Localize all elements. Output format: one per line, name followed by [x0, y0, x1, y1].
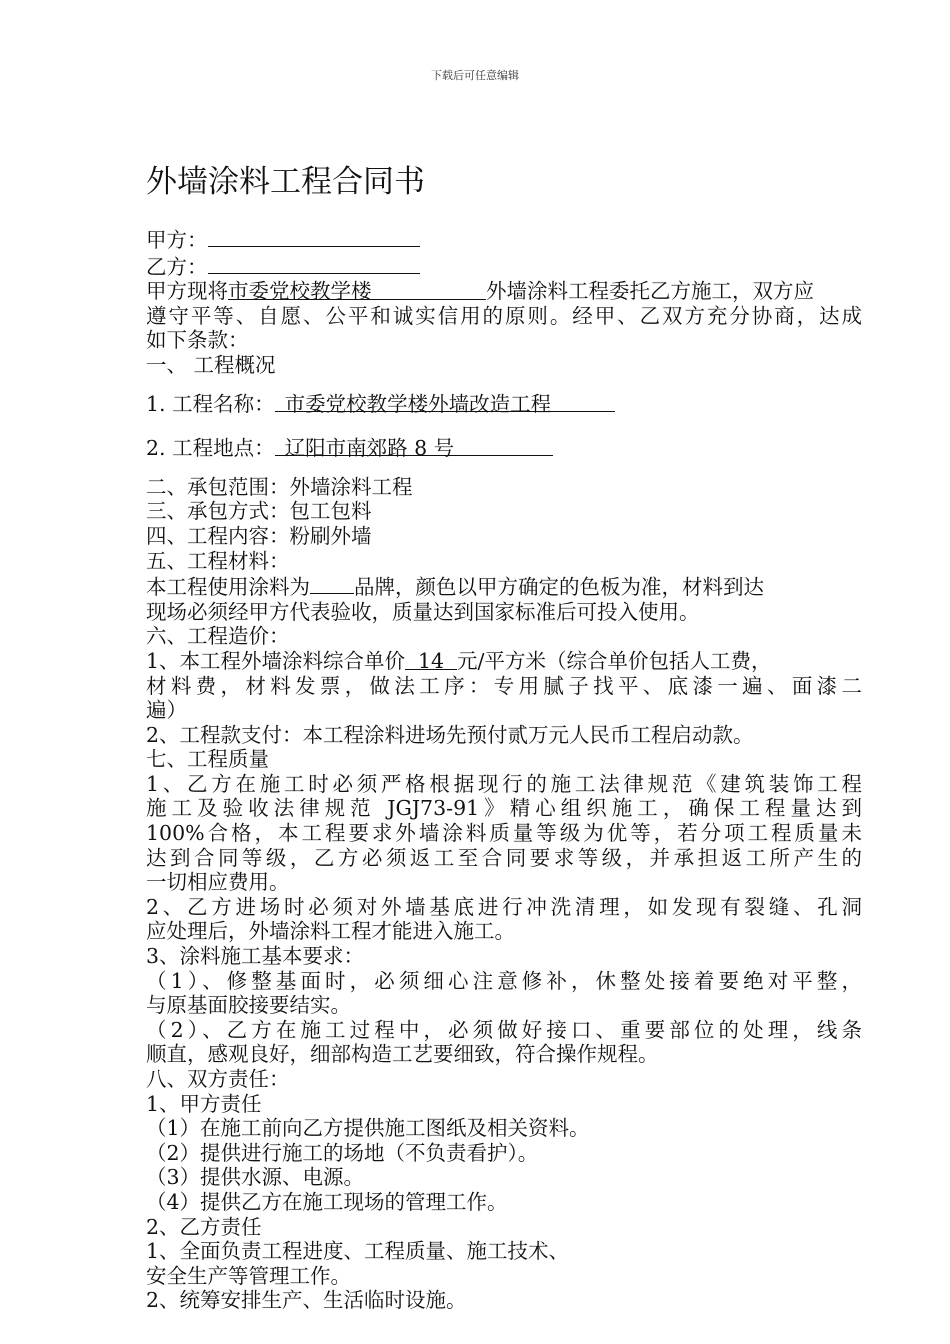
section-3-line: 三、承包方式：包工包料 — [146, 499, 372, 524]
section-5-heading: 五、工程材料： — [146, 548, 290, 573]
party-a-duties-heading: 1、甲方责任 — [146, 1091, 262, 1116]
requirement-2-line: （2）、乙方在施工过程中，必须做好接口、重要部位的处理，线条 — [146, 1017, 862, 1042]
party-b-duty-item: 安全生产等管理工作。 — [146, 1263, 351, 1288]
price-line-2: 材料费，材料发票，做法工序：专用腻子找平、底漆一遍、面漆二 — [146, 673, 862, 698]
project-field: 市委党校教学楼 — [228, 279, 486, 300]
quality-p1-line: 施工及验收法律规范 JGJ73-91》精心组织施工，确保工程量达到 — [146, 796, 862, 821]
price-line-1: 1、本工程外墙涂料综合单价 14 元/平方米（综合单价包括人工费， — [146, 648, 772, 673]
quality-p2-line: 2、乙方进场时必须对外墙基底进行冲洗清理，如发现有裂缝、孔洞 — [146, 894, 862, 919]
intro-line-3: 如下条款： — [146, 328, 249, 353]
party-b-duty-item: 1、全面负责工程进度、工程质量、施工技术、 — [146, 1239, 570, 1264]
quality-p1-line: 1、乙方在施工时必须严格根据现行的施工法律规范《建筑装饰工程 — [146, 771, 862, 796]
party-b-label: 乙方： — [146, 254, 208, 279]
party-a-duty-item: （3）提供水源、电源。 — [146, 1165, 365, 1190]
requirement-1-line: （1）、修整基面时，必须细心注意修补，休整处接着要绝对平整， — [146, 968, 862, 993]
party-a-duty-item: （4）提供乙方在施工现场的管理工作。 — [146, 1189, 508, 1214]
requirement-1-line: 与原基面胶接要结实。 — [146, 993, 351, 1018]
section-7-heading: 七、工程质量 — [146, 747, 269, 772]
section-2-line: 二、承包范围：外墙涂料工程 — [146, 474, 413, 499]
unit-price-field: 14 — [405, 649, 457, 670]
header-note: 下载后可任意编辑 — [431, 69, 519, 82]
requirement-2-line: 顺直，感观良好，细部构造工艺要细致，符合操作规程。 — [146, 1042, 659, 1067]
party-a-line — [146, 226, 862, 253]
party-b-blank — [208, 253, 420, 274]
quality-p1-line: 100%合格，本工程要求外墙涂料质量等级为优等，若分项工程质量未 — [146, 821, 862, 846]
intro-line-2: 遵守平等、自愿、公平和诚实信用的原则。经甲、乙双方充分协商，达成 — [146, 303, 862, 328]
materials-line-1: 本工程使用涂料为 品牌，颜色以甲方确定的色板为准，材料到达 — [146, 575, 764, 600]
party-a-duty-item: （1）在施工前向乙方提供施工图纸及相关资料。 — [146, 1116, 590, 1141]
party-a-blank — [208, 226, 420, 247]
document-title: 外墙涂料工程合同书 — [146, 164, 425, 200]
party-a-label: 甲方： — [146, 228, 208, 252]
section-4-line: 四、工程内容：粉刷外墙 — [146, 523, 372, 548]
quality-p2-line: 应处理后，外墙涂料工程才能进入施工。 — [146, 919, 515, 944]
intro-line-1: 甲方现将市委党校教学楼 外墙涂料工程委托乙方施工，双方应 — [146, 279, 814, 304]
quality-p1-line: 达到合同等级，乙方必须返工至合同要求等级，并承担返工所产生的 — [146, 845, 862, 870]
party-b-duties-heading: 2、乙方责任 — [146, 1214, 262, 1239]
section-8-heading: 八、双方责任： — [146, 1067, 290, 1091]
brand-blank — [310, 573, 354, 594]
party-b-line — [146, 253, 862, 280]
project-name-line: 1. 工程名称： 市委党校教学楼外墙改造工程 — [146, 392, 862, 417]
quality-p3-line: 3、涂料施工基本要求： — [146, 944, 365, 969]
party-a-duty-item: （2）提供进行施工的场地（不负责看护）。 — [146, 1140, 539, 1165]
section-6-heading: 六、工程造价： — [146, 624, 290, 649]
project-location-field: 辽阳市南郊路 8 号 — [275, 436, 553, 456]
project-name-field: 市委党校教学楼外墙改造工程 — [275, 392, 615, 412]
quality-p1-line: 一切相应费用。 — [146, 870, 290, 895]
contract-body — [146, 226, 862, 1313]
materials-line-2: 现场必须经甲方代表验收，质量达到国家标准后可投入使用。 — [146, 599, 700, 624]
party-b-duty-item: 2、统筹安排生产、生活临时设施。 — [146, 1288, 467, 1313]
project-location-line: 2. 工程地点： 辽阳市南郊路 8 号 — [146, 436, 862, 461]
section-1-heading: 一、 工程概况 — [146, 352, 276, 377]
price-line-3: 遍） — [146, 698, 187, 723]
payment-line: 2、工程款支付：本工程涂料进场先预付贰万元人民币工程启动款。 — [146, 722, 754, 747]
